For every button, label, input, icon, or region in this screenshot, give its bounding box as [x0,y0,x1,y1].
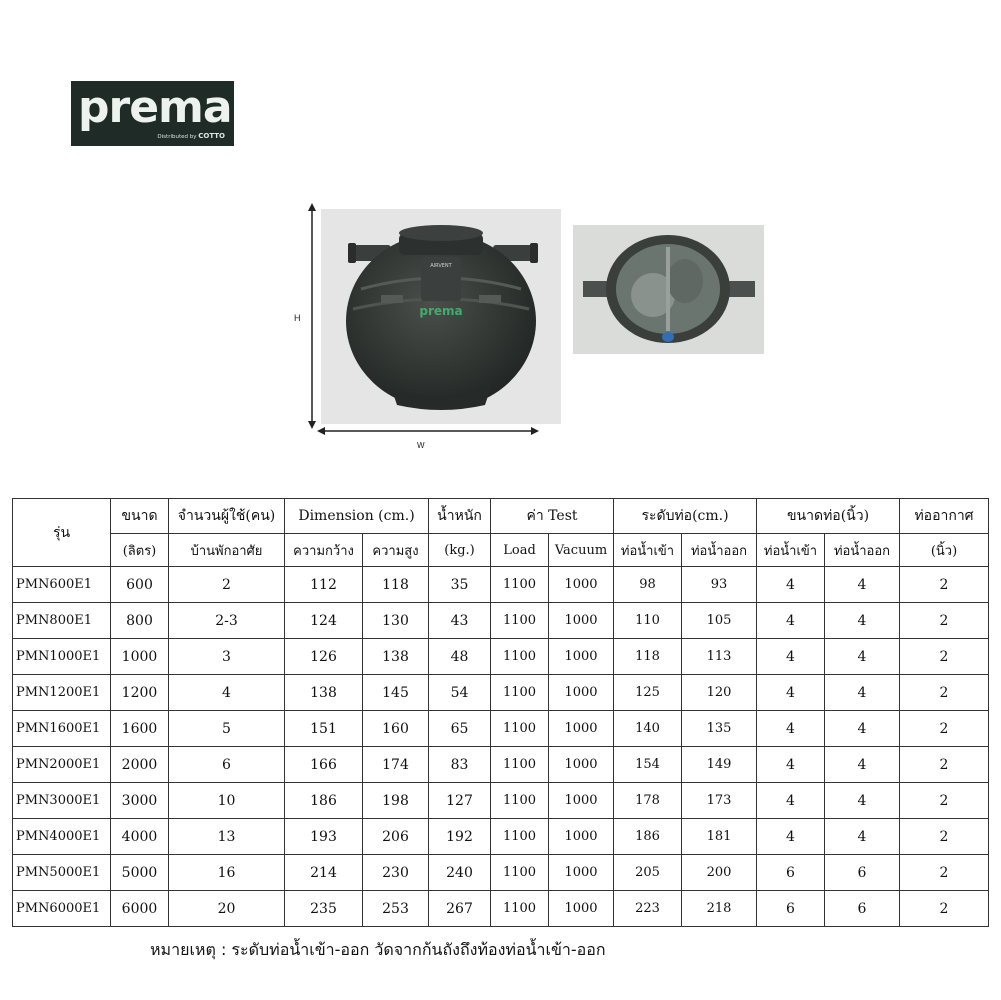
table-row [13,783,989,819]
cell-pipe-in: 6 [757,855,825,891]
cell-height: 198 [363,783,429,819]
cell-weight: 267 [429,891,491,927]
cell-pipe-out: 4 [825,711,900,747]
cell-vent: 2 [900,855,989,891]
cell-vent: 2 [900,819,989,855]
cell-size: 1600 [111,711,169,747]
tank-interior-photo [573,225,764,354]
logo-sub-brand: COTTO [198,132,225,140]
cell-height: 160 [363,711,429,747]
cell-pipe-out: 6 [825,891,900,927]
cell-weight: 240 [429,855,491,891]
cell-weight: 65 [429,711,491,747]
cell-users: 20 [169,891,285,927]
header-pipe-outlet: ท่อน้ำออก [825,534,900,567]
logo-word: prema [78,82,232,133]
cell-size: 800 [111,603,169,639]
logo-sub-prefix: Distributed by [157,134,197,140]
cell-height: 130 [363,603,429,639]
cell-weight: 48 [429,639,491,675]
cell-weight: 127 [429,783,491,819]
cell-vacuum: 1000 [549,747,614,783]
header-users: จำนวนผู้ใช้(คน) [169,499,285,534]
cell-vent: 2 [900,747,989,783]
table-row [13,603,989,639]
spec-table-body [13,567,989,927]
cell-level-out: 173 [682,783,757,819]
cell-load: 1100 [491,819,549,855]
cell-model: PMN5000E1 [13,855,111,891]
cell-width: 214 [285,855,363,891]
cell-size: 3000 [111,783,169,819]
cell-level-in: 178 [614,783,682,819]
cell-level-out: 113 [682,639,757,675]
header-size-unit: (ลิตร) [111,534,169,567]
cell-load: 1100 [491,855,549,891]
cell-pipe-in: 4 [757,783,825,819]
height-label: H [294,313,301,323]
header-test: ค่า Test [491,499,614,534]
cell-weight: 83 [429,747,491,783]
cell-pipe-out: 4 [825,819,900,855]
cell-size: 2000 [111,747,169,783]
header-vent: ท่ออากาศ [900,499,989,534]
cell-users: 2 [169,567,285,603]
cell-pipe-out: 4 [825,675,900,711]
cell-width: 235 [285,891,363,927]
cell-model: PMN6000E1 [13,891,111,927]
cell-size: 5000 [111,855,169,891]
header-load: Load [491,534,549,567]
cell-users: 16 [169,855,285,891]
cell-level-in: 98 [614,567,682,603]
cell-pipe-out: 4 [825,783,900,819]
header-weight: น้ำหนัก [429,499,491,534]
table-row [13,891,989,927]
cell-weight: 192 [429,819,491,855]
cell-pipe-in: 4 [757,567,825,603]
cell-height: 174 [363,747,429,783]
table-row [13,567,989,603]
header-pipe-size: ขนาดท่อ(นิ้ว) [757,499,900,534]
cell-level-out: 181 [682,819,757,855]
cell-pipe-in: 4 [757,747,825,783]
cell-vent: 2 [900,603,989,639]
cell-vacuum: 1000 [549,567,614,603]
header-height: ความสูง [363,534,429,567]
cell-model: PMN600E1 [13,567,111,603]
footnote: หมายเหตุ : ระดับท่อน้ำเข้า-ออก วัดจากก้นถังถึงท้องท่อน้ำเข้า-ออก [150,940,606,959]
septic-tank-illustration [321,209,561,424]
cell-level-out: 135 [682,711,757,747]
cell-users: 2-3 [169,603,285,639]
header-pipe-inlet: ท่อน้ำเข้า [757,534,825,567]
cell-vacuum: 1000 [549,891,614,927]
cell-users: 13 [169,819,285,855]
cell-pipe-in: 4 [757,603,825,639]
cell-vacuum: 1000 [549,711,614,747]
cell-users: 4 [169,675,285,711]
cell-load: 1100 [491,567,549,603]
cell-model: PMN1000E1 [13,639,111,675]
cell-width: 124 [285,603,363,639]
cell-height: 206 [363,819,429,855]
spec-table [12,498,989,927]
cell-pipe-in: 4 [757,711,825,747]
table-row [13,675,989,711]
cell-level-in: 154 [614,747,682,783]
header-weight-unit: (kg.) [429,534,491,567]
cell-weight: 43 [429,603,491,639]
cell-size: 600 [111,567,169,603]
cell-size: 4000 [111,819,169,855]
cell-model: PMN2000E1 [13,747,111,783]
cell-model: PMN3000E1 [13,783,111,819]
header-vacuum: Vacuum [549,534,614,567]
header-model: รุ่น [13,499,111,567]
cell-height: 253 [363,891,429,927]
width-arrow [317,424,539,438]
tank-photo [321,209,561,424]
cell-level-out: 218 [682,891,757,927]
cell-height: 145 [363,675,429,711]
cell-size: 1000 [111,639,169,675]
cell-users: 5 [169,711,285,747]
cell-size: 1200 [111,675,169,711]
cell-load: 1100 [491,747,549,783]
header-dimension: Dimension (cm.) [285,499,429,534]
header-users-sub: บ้านพักอาศัย [169,534,285,567]
cell-users: 3 [169,639,285,675]
cell-width: 112 [285,567,363,603]
cell-height: 118 [363,567,429,603]
header-pipe-level: ระดับท่อ(cm.) [614,499,757,534]
height-arrow [304,203,320,429]
table-row [13,747,989,783]
cell-level-in: 223 [614,891,682,927]
cell-vacuum: 1000 [549,675,614,711]
table-row [13,711,989,747]
tank-brand-label: prema [419,304,463,318]
header-level-outlet: ท่อน้ำออก [682,534,757,567]
cell-pipe-in: 4 [757,819,825,855]
cell-width: 193 [285,819,363,855]
cell-level-in: 205 [614,855,682,891]
logo-subtitle [157,132,225,140]
cell-level-in: 110 [614,603,682,639]
cell-level-in: 140 [614,711,682,747]
header-level-inlet: ท่อน้ำเข้า [614,534,682,567]
tank-interior-illustration [573,225,764,354]
cell-vacuum: 1000 [549,819,614,855]
cell-pipe-out: 6 [825,855,900,891]
header-size: ขนาด [111,499,169,534]
cell-size: 6000 [111,891,169,927]
cell-vent: 2 [900,711,989,747]
cell-vent: 2 [900,639,989,675]
cell-vent: 2 [900,783,989,819]
cell-load: 1100 [491,639,549,675]
cell-level-out: 149 [682,747,757,783]
table-row [13,639,989,675]
cell-pipe-in: 4 [757,639,825,675]
cell-pipe-out: 4 [825,567,900,603]
cell-load: 1100 [491,783,549,819]
cell-pipe-in: 6 [757,891,825,927]
cell-vent: 2 [900,567,989,603]
prema-logo [71,81,234,146]
cell-level-out: 200 [682,855,757,891]
cell-pipe-out: 4 [825,603,900,639]
cell-load: 1100 [491,891,549,927]
header-width: ความกว้าง [285,534,363,567]
cell-load: 1100 [491,603,549,639]
cell-level-in: 186 [614,819,682,855]
cell-pipe-out: 4 [825,747,900,783]
cell-height: 230 [363,855,429,891]
cell-vacuum: 1000 [549,639,614,675]
cell-level-out: 93 [682,567,757,603]
cell-level-out: 120 [682,675,757,711]
cell-width: 151 [285,711,363,747]
cell-level-in: 125 [614,675,682,711]
airvent-label: AIRVENT [430,263,452,269]
cell-pipe-out: 4 [825,639,900,675]
cell-model: PMN1600E1 [13,711,111,747]
cell-model: PMN4000E1 [13,819,111,855]
table-row [13,855,989,891]
cell-vacuum: 1000 [549,603,614,639]
cell-width: 166 [285,747,363,783]
width-label: W [417,441,425,450]
cell-width: 138 [285,675,363,711]
cell-level-in: 118 [614,639,682,675]
cell-users: 10 [169,783,285,819]
cell-level-out: 105 [682,603,757,639]
table-row [13,819,989,855]
cell-model: PMN800E1 [13,603,111,639]
cell-vent: 2 [900,891,989,927]
cell-vacuum: 1000 [549,783,614,819]
cell-load: 1100 [491,711,549,747]
cell-vent: 2 [900,675,989,711]
cell-height: 138 [363,639,429,675]
cell-model: PMN1200E1 [13,675,111,711]
header-vent-unit: (นิ้ว) [900,534,989,567]
cell-width: 126 [285,639,363,675]
cell-users: 6 [169,747,285,783]
cell-weight: 54 [429,675,491,711]
cell-pipe-in: 4 [757,675,825,711]
cell-load: 1100 [491,675,549,711]
cell-vacuum: 1000 [549,855,614,891]
cell-weight: 35 [429,567,491,603]
cell-width: 186 [285,783,363,819]
